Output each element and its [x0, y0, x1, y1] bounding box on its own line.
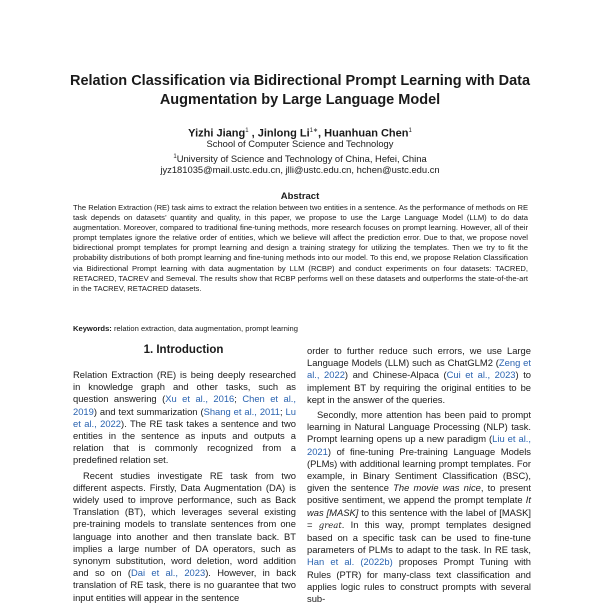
citation-link[interactable]: Xu et al., 2016 — [165, 393, 235, 405]
title-line-1: Relation Classification via Bidirectional Prompt Learning with Data — [69, 73, 531, 89]
paragraph — [307, 409, 531, 605]
citation-link[interactable]: Dai et al., 2023 — [131, 567, 206, 579]
author-name: Huanhuan Chen — [324, 127, 409, 140]
abstract-text: The Relation Extraction (RE) task aims to extract the relation between two entities in a sentence. As the performance of methods on RE task depends on datasets’ quantity and quality, in this paper, we propose to use the Large Language Model (LLM) to do data augmentation. Moreover, compared to traditional fine-tuning methods, more research focuses on prompt learning. However, all of their prompt templates ignore the relative order of entities, which we believe will affect the prediction error. Due to that, we propose novel bidirectional prompt templates for prompt learning and design a training strategy for utilizing the templates. Then we try to fit the probability distributions of both prompt learning and fine-tuning methods into our model. To this end, we propose Relation Classification via Bidirectional Prompt learning with data augmentation by LLM (RCBP) and conduct experiments on four datasets: TACRED, RETACRED, TACREV and Semeval. The results show that RCBP performs well on these datasets and outperforms the state-of-the-art in the TACREV, RETACRED datasets. — [73, 203, 529, 293]
text-run: . In this way, prompt templates designed based on a specific task can be used to fine-tune parameters of PLMs to adapt to the task. In RE task, — [307, 518, 531, 556]
keywords-label: Keywords: — [73, 324, 112, 333]
affil-mark: 1 — [173, 154, 177, 160]
text-run: order to further reduce such errors, we use Large Language Models (LLM) such as ChatGLM2 ( — [307, 345, 531, 369]
paper-title — [40, 72, 560, 110]
keywords-list: relation extraction, data augmentation, prompt learning — [111, 324, 298, 333]
author-name: Yizhi Jiang — [188, 127, 246, 140]
author-affil-mark: 1∗ — [309, 128, 319, 134]
author-affil-mark: 1 — [408, 128, 412, 134]
author-separator: , — [248, 127, 258, 140]
paragraph — [73, 470, 296, 604]
affiliation-university-text: University of Science and Technology of China, Hefei, China — [176, 153, 427, 165]
affiliation-school: School of Computer Science and Technology — [206, 138, 394, 149]
citation-link[interactable]: Zeng et al., 2022 — [307, 357, 531, 381]
text-run: to this sentence with the label of [MASK] = — [307, 506, 531, 530]
text-run: ). However, in back translation of RE task, there is no guarantee that two input entities will appear in the sentence — [73, 567, 297, 603]
left-column — [73, 369, 296, 607]
author-affil-mark: 1 — [245, 128, 249, 134]
text-run: ) of fine-tuning Pre-training Language Models (PLMs) with additional learning prompt templates. For example, in Binary Sentiment Classification (BSC), given the sentence — [307, 445, 531, 494]
example-sentence: The movie was nice — [393, 482, 481, 494]
author-separator: , — [318, 127, 325, 140]
prompt-template: It was [MASK] — [307, 494, 531, 518]
citation-link[interactable]: Han et al. (2022b) — [307, 556, 393, 568]
paragraph — [73, 369, 296, 467]
affiliation-university — [40, 151, 560, 165]
text-run: ). The RE task takes a sentence and two entities in the sentence as inputs and outputs a relation that is commonly recognized from a predefined relation set. — [73, 417, 297, 466]
keywords — [73, 324, 528, 334]
text-run: ; — [280, 405, 286, 417]
section-heading-introduction: 1. Introduction — [143, 344, 224, 356]
citation-link[interactable]: Cui et al., 2023 — [446, 369, 516, 381]
text-run: ; — [234, 393, 243, 405]
citation-link[interactable]: Chen et al., 2019 — [73, 393, 297, 417]
text-run: ) and text summarization ( — [93, 405, 204, 417]
text-run: ) to implement BT by requiring the original entities to be kept in the answer of the queries. — [307, 369, 532, 405]
citation-link[interactable]: Shang et al., 2011 — [203, 405, 280, 417]
author-emails: jyz181035@mail.ustc.edu.cn, jlli@ustc.edu.cn, hchen@ustc.edu.cn — [160, 164, 440, 175]
math-label: great — [318, 520, 342, 531]
text-run: Secondly, more attention has been paid to prompt learning in Natural Language Processing (NLP) task. Prompt learning opens up a new paradigm ( — [307, 409, 531, 445]
text-run: Relation Extraction (RE) is being deeply researched in knowledge graph and other tasks, such as question answering ( — [73, 369, 296, 405]
text-run: Recent studies investigate RE task from two different aspects. Firstly, Data Augmentation (DA) is widely used to improve performance, such as Back Translation (BT), which leverages several existing pre-training models to translate sentences from one language into another and then translate back. BT implies a large number of DA operators, such as synonym substitution, word deletion, word addition and so on ( — [73, 469, 296, 579]
abstract-heading: Abstract — [280, 191, 320, 202]
text-run: ) and Chinese-Alpaca ( — [344, 369, 447, 381]
text-run: proposes Prompt Tuning with Rules (PTR) for many-class text classification and applies logic rules to construct prompts with several sub- — [307, 556, 531, 605]
citation-link[interactable]: Liu et al., 2021 — [307, 433, 531, 457]
paragraph — [307, 345, 531, 406]
author-name: Jinlong Li — [257, 127, 310, 140]
text-run: , to present positive sentiment, we append the prompt template — [307, 482, 531, 506]
title-line-2: Augmentation by Large Language Model — [159, 92, 441, 108]
right-column — [307, 345, 531, 608]
citation-link[interactable]: Lu et al., 2022 — [73, 405, 296, 429]
